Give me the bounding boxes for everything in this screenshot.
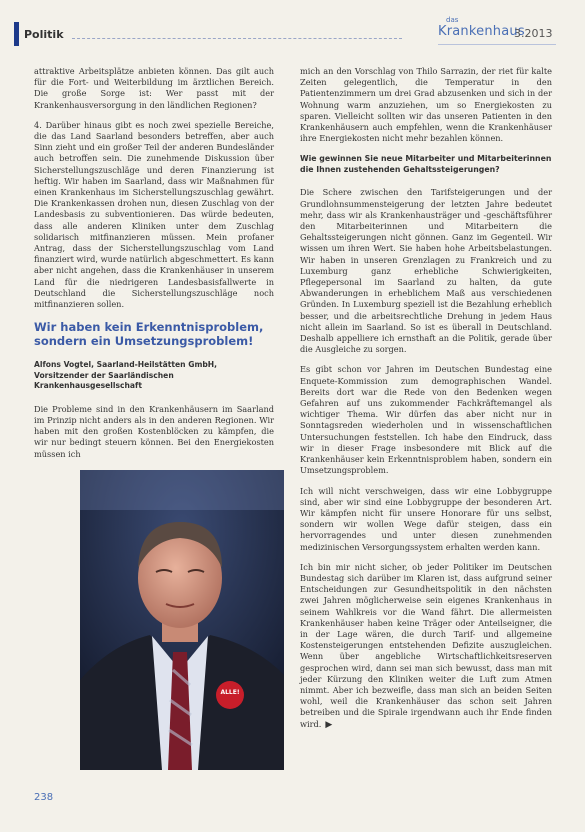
interview-question: Wie gewinnen Sie neue Mitarbeiter und Mitarbeiterinnen die Ihnen zustehenden Gehaltssteigerungen? xyxy=(300,154,552,175)
paragraph: Die Probleme sind in den Krankenhäusern im Saarland im Prinzip nicht anders als in den anderen Regionen. Wir haben mit den großen Kostenblöcken zu kämpfen, die wir nur bedingt steuern können. Bei den Energiekosten müssen ich xyxy=(34,403,274,459)
continue-arrow-icon: ▶ xyxy=(325,719,333,730)
section-title: Politik xyxy=(24,28,64,41)
article-headline: Wir haben kein Erkenntnisproblem, sondern ein Umsetzungsproblem! xyxy=(34,320,264,349)
page-number: 238 xyxy=(34,792,54,803)
right-column xyxy=(300,66,552,740)
paragraph: mich an den Vorschlag von Thilo Sarrazin, der riet für kalte Zeiten gelegentlich, die Temperatur in den Patientenzimmern um drei Grad abzusenken und sich in der Wohnung warm anzuziehen, um so Energiekosten zu sparen. Vielleicht sollten wir das unseren Patienten in den Krankenhäusern auch empfehlen, wenn die Krankenhäuser ihre Energiekosten nicht mehr bezahlen können. xyxy=(300,66,552,144)
campaign-badge: ALLE! xyxy=(220,689,240,696)
section-color-bar xyxy=(14,22,19,46)
logo-underline xyxy=(438,44,556,45)
header-divider xyxy=(72,38,402,39)
paragraph: 4. Darüber hinaus gibt es noch zwei spezielle Bereiche, die das Land Saarland besonders betreffen, aber auch Sinn zieht und ein großer Teil der anderen Bundesländer auch betroffen sein. Die zunehmende Diskussion über Sicherstellungszuschläge und deren Finanzierung ist heftig. Wir haben im Saarland, dass wir Maßnahmen für einen Krankenhaus im Sicherstellungszuschlag gewährt. Die Krankenkassen drohen nun, diesen Zuschlag von der Landesbasis zu subventionieren. Das würde bedeuten, dass alle anderen Kliniken unter dem Zuschlag solidarisch mitfinanzieren müssen. Mein profaner Antrag, dass der Sicherstellungszuschlag vom Land finanziert wird, wurde natürlich abgeschmettert. Es kann aber nicht angehen, dass die Krankenhäuser in unserem Land für die niedrigeren Landesbasisfallwerte in Deutschland die Sicherstellungszuschläge noch mitfinanzieren sollen. xyxy=(34,119,274,310)
paragraph: Die Schere zwischen den Tarifsteigerungen und der Grundlohnsummensteigerung der letzten Jahre bedeutet mehr, dass wir als Krankenhausträger und -geschäftsführer den Mitarbeiterinnen und Mitarbeitern die Gehaltssteigerungen nicht gönnen. Ganz im Gegenteil. Wir wissen um ihren Wert. Sie haben hohe Arbeitsbelastungen. Wir haben in unseren Grenzlagen zu Frankreich und zu Luxemburg ganz erhebliche Schwierigkeiten, Pflegepersonal im Saarland zu halten, da gute Abwanderungen in erheblichem Maß aus verschiedenen Gründen. In Luxemburg speziell ist die Bezahlung erheblich besser, und die arbeitsrechtliche Drehung in jedem Haus nicht allein im Saarland. So ist es überall in Deutschland. Deshalb appelliere ich ernsthaft an die Politik, gerade über die Ausgleiche zu sorgen. xyxy=(300,187,552,355)
logo-prefix: das xyxy=(446,16,459,24)
paragraph-text: Ich bin mir nicht sicher, ob jeder Politiker im Deutschen Bundestag sich darüber im Klaren ist, dass aufgrund seiner Entscheidungen zur Gesundheitspolitik in den nächsten zwei Jahren möglicherweise sein eigenes Krankenhaus in seinem Wahlkreis vor die Wand fährt. Die allermeisten Krankenhäuser haben keine Träger oder Anteilseigner, die in der Lage wären, die durch Tarif- und allgemeine Kostensteigerungen entstehenden Defizite auszugleichen. Wenn über angebliche Wirtschaftlichkeitsreserven gesprochen wird, dann sei man sich bewusst, dass man mit jeder Kürzung den Kliniken weiter die Luft zum Atmen nimmt. Aber ich bezweifle, dass man sich an beiden Seiten wohl, weil die Krankenhäuser das schon seit Jahren betreiben und die Spirale irgendwann auch ihr Ende finden wird. xyxy=(300,561,552,729)
author-byline: Alfons Vogtel, Saarland-Heilstätten GmbH, Vorsitzender der Saarländischen Krankenhausgesellschaft xyxy=(34,360,218,391)
issue-number: 3.2013 xyxy=(514,27,553,40)
paragraph: Es gibt schon vor Jahren im Deutschen Bundestag eine Enquete-Kommission zum demographischen Wandel. Bereits dort war die Rede von den Bedenken wegen Gefahren auf uns zukommender Fachkräftemangel als wichtiger Thema. Wir dürfen das aber nicht nur in Sonntagsreden wiederholen und in wissenschaftlichen Untersuchungen feststellen. Ich habe den Eindruck, dass wir in dieser Frage insbesondere mit Blick auf die Krankenhäuser kein Erkenntnisproblem haben, sondern ein Umsetzungsproblem. xyxy=(300,364,552,476)
paragraph: attraktive Arbeitsplätze anbieten können. Das gilt auch für die Fort- und Weiterbildung im ärztlichen Bereich. Die große Sorge ist: Wer passt mit der Krankenhausversorgung in den ländlichen Regionen? xyxy=(34,66,274,110)
paragraph-last xyxy=(300,562,552,731)
portrait-illustration xyxy=(80,470,284,770)
portrait-photo xyxy=(80,470,284,770)
paragraph: Ich will nicht verschweigen, dass wir eine Lobbygruppe sind, aber wir sind eine Lobbygruppe der besonderen Art. Wir kämpfen nicht für unsere Honorare für uns selbst, sondern wir wollen Wege dafür steigen, dass ein hervorragendes und unter diesen zunehmenden medizinischen Versorgungssystem erhalten werden kann. xyxy=(300,485,552,552)
magazine-logo: Krankenhaus xyxy=(438,24,525,39)
left-column xyxy=(34,66,274,469)
